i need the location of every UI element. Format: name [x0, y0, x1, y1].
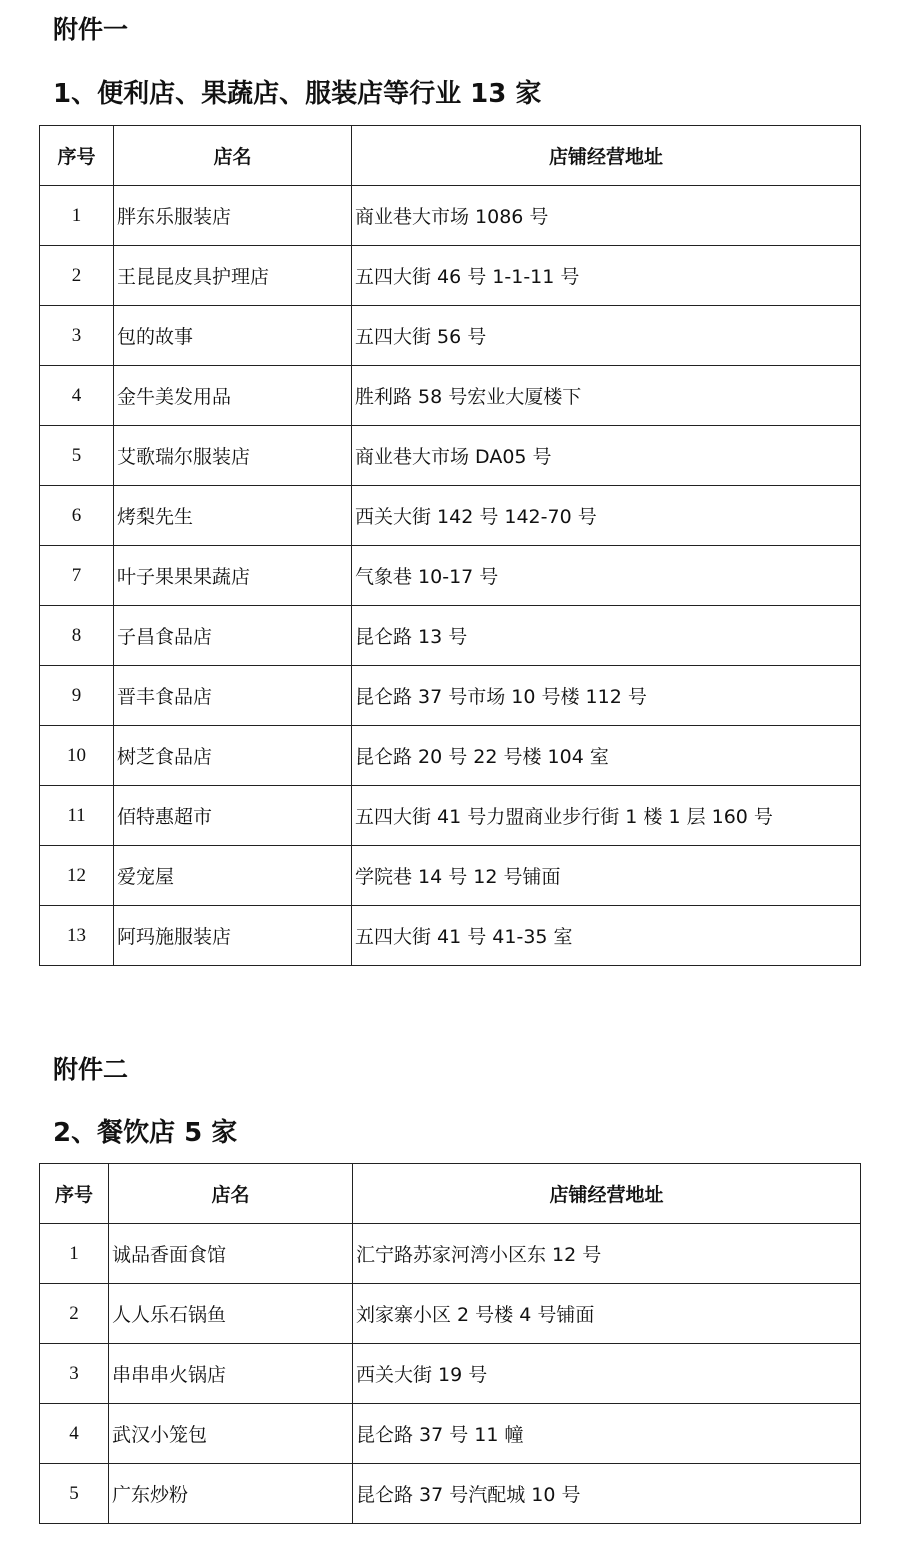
- store-address: 五四大街 46 号 1-1-11 号: [352, 246, 861, 306]
- store-address: 气象巷 10-17 号: [352, 546, 861, 606]
- table-row: [40, 186, 861, 246]
- store-name: 人人乐石锅鱼: [109, 1284, 353, 1344]
- table-row: [40, 1464, 861, 1524]
- table-row: [40, 1224, 861, 1284]
- row-number: 9: [40, 666, 114, 726]
- store-name: 烤梨先生: [114, 486, 352, 546]
- table-row: [40, 726, 861, 786]
- table-row: [40, 906, 861, 966]
- table-row: [40, 1404, 861, 1464]
- store-address: 刘家寨小区 2 号楼 4 号铺面: [353, 1284, 861, 1344]
- column-header-address: 店铺经营地址: [353, 1164, 861, 1224]
- store-address: 西关大街 142 号 142-70 号: [352, 486, 861, 546]
- table-row: [40, 846, 861, 906]
- table-row: [40, 786, 861, 846]
- table-header-row: [40, 126, 861, 186]
- store-address: 昆仑路 20 号 22 号楼 104 室: [352, 726, 861, 786]
- row-number: 2: [40, 246, 114, 306]
- section-2-heading: 2、餐饮店 5 家: [53, 1118, 238, 1148]
- store-name: 广东炒粉: [109, 1464, 353, 1524]
- store-address: 昆仑路 37 号 11 幢: [353, 1404, 861, 1464]
- restaurant-table: [39, 1163, 861, 1524]
- table-row: [40, 486, 861, 546]
- column-header-store-name: 店名: [109, 1164, 353, 1224]
- row-number: 2: [40, 1284, 109, 1344]
- table-row: [40, 246, 861, 306]
- row-number: 7: [40, 546, 114, 606]
- table-row: [40, 1344, 861, 1404]
- store-name: 爱宠屋: [114, 846, 352, 906]
- store-name: 子昌食品店: [114, 606, 352, 666]
- store-address: 胜利路 58 号宏业大厦楼下: [352, 366, 861, 426]
- table-row: [40, 1284, 861, 1344]
- store-address: 西关大街 19 号: [353, 1344, 861, 1404]
- table-header-row: [40, 1164, 861, 1224]
- row-number: 5: [40, 1464, 109, 1524]
- column-header-store-name: 店名: [114, 126, 352, 186]
- store-name: 串串串火锅店: [109, 1344, 353, 1404]
- store-address: 商业巷大市场 1086 号: [352, 186, 861, 246]
- store-name: 胖东乐服装店: [114, 186, 352, 246]
- row-number: 10: [40, 726, 114, 786]
- store-name: 佰特惠超市: [114, 786, 352, 846]
- row-number: 4: [40, 1404, 109, 1464]
- row-number: 3: [40, 1344, 109, 1404]
- table-row: [40, 366, 861, 426]
- table-row: [40, 606, 861, 666]
- store-name: 树芝食品店: [114, 726, 352, 786]
- table-row: [40, 426, 861, 486]
- column-header-number: 序号: [40, 1164, 109, 1224]
- row-number: 8: [40, 606, 114, 666]
- row-number: 13: [40, 906, 114, 966]
- table-row: [40, 306, 861, 366]
- column-header-address: 店铺经营地址: [352, 126, 861, 186]
- retail-store-table: [39, 125, 861, 966]
- row-number: 4: [40, 366, 114, 426]
- store-address: 五四大街 41 号力盟商业步行街 1 楼 1 层 160 号: [352, 786, 861, 846]
- store-name: 晋丰食品店: [114, 666, 352, 726]
- column-header-number: 序号: [40, 126, 114, 186]
- store-name: 金牛美发用品: [114, 366, 352, 426]
- store-name: 王昆昆皮具护理店: [114, 246, 352, 306]
- store-address: 五四大街 56 号: [352, 306, 861, 366]
- store-address: 学院巷 14 号 12 号铺面: [352, 846, 861, 906]
- store-name: 阿玛施服装店: [114, 906, 352, 966]
- attachment-2-label: 附件二: [53, 1055, 129, 1084]
- row-number: 5: [40, 426, 114, 486]
- store-name: 叶子果果果蔬店: [114, 546, 352, 606]
- store-name: 诚品香面食馆: [109, 1224, 353, 1284]
- row-number: 3: [40, 306, 114, 366]
- table-row: [40, 546, 861, 606]
- row-number: 1: [40, 1224, 109, 1284]
- row-number: 12: [40, 846, 114, 906]
- row-number: 6: [40, 486, 114, 546]
- row-number: 1: [40, 186, 114, 246]
- store-address: 五四大街 41 号 41-35 室: [352, 906, 861, 966]
- table-row: [40, 666, 861, 726]
- store-name: 艾歌瑞尔服装店: [114, 426, 352, 486]
- store-address: 昆仑路 13 号: [352, 606, 861, 666]
- store-address: 昆仑路 37 号汽配城 10 号: [353, 1464, 861, 1524]
- store-address: 昆仑路 37 号市场 10 号楼 112 号: [352, 666, 861, 726]
- store-name: 武汉小笼包: [109, 1404, 353, 1464]
- store-address: 汇宁路苏家河湾小区东 12 号: [353, 1224, 861, 1284]
- store-name: 包的故事: [114, 306, 352, 366]
- section-1-heading: 1、便利店、果蔬店、服装店等行业 13 家: [53, 79, 542, 109]
- attachment-1-label: 附件一: [53, 15, 129, 44]
- row-number: 11: [40, 786, 114, 846]
- store-address: 商业巷大市场 DA05 号: [352, 426, 861, 486]
